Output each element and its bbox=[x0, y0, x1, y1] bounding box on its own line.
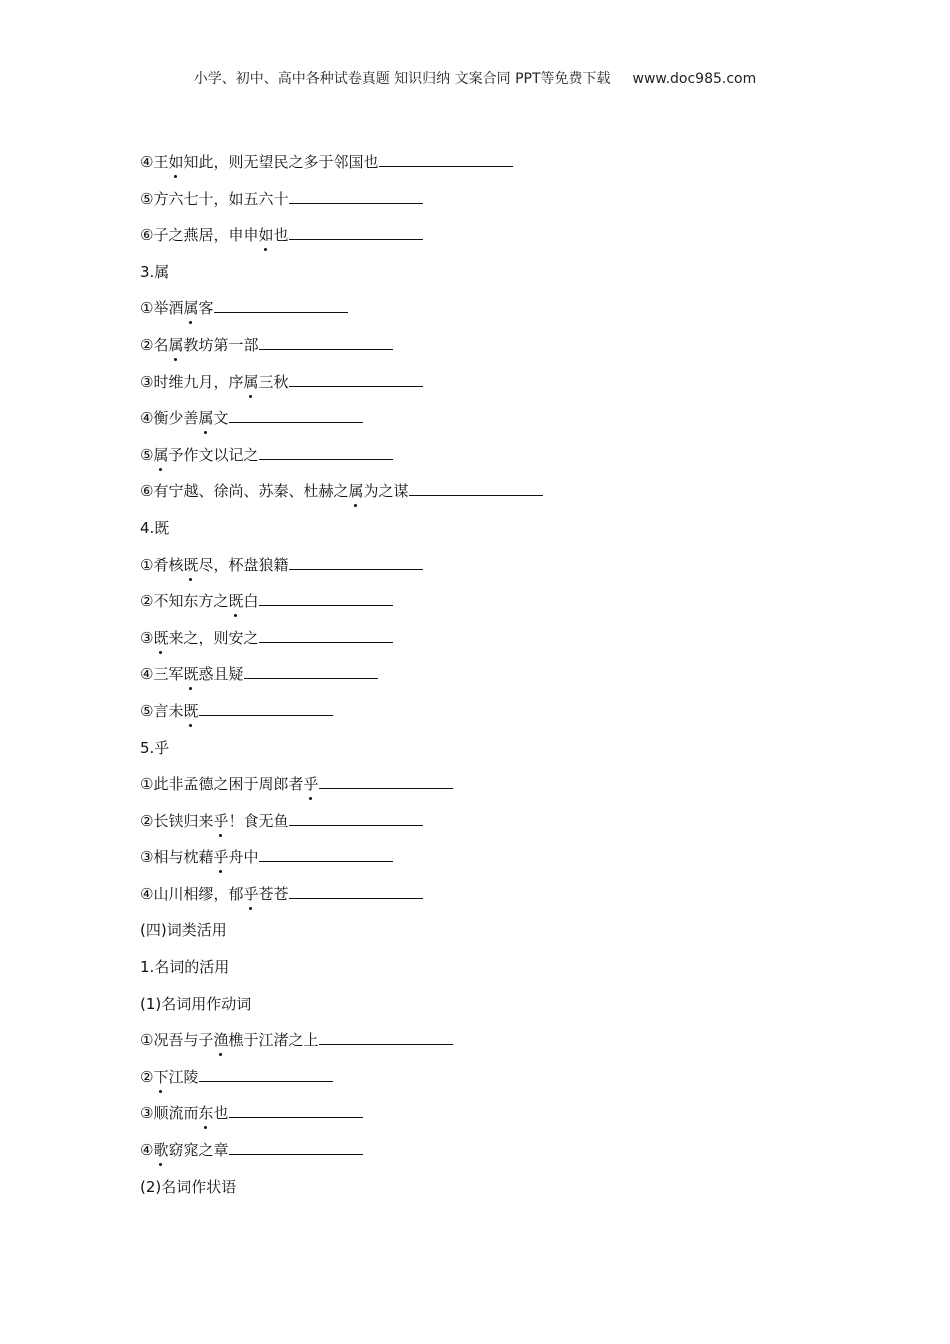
answer-blank[interactable] bbox=[259, 626, 393, 643]
dotted-char: 属 bbox=[198, 406, 213, 430]
header-text: 小学、初中、高中各种试卷真题 知识归纳 文案合同 PPT等免费下载 bbox=[193, 71, 611, 87]
answer-blank[interactable] bbox=[259, 333, 393, 350]
dotted-char: 乎 bbox=[213, 809, 228, 833]
exercise-line: ③既来之，则安之 bbox=[140, 626, 840, 663]
exercise-line: ③相与枕藉乎舟中 bbox=[140, 845, 840, 882]
section-heading: 1.名词的活用 bbox=[140, 958, 230, 977]
answer-blank[interactable] bbox=[289, 223, 423, 240]
answer-blank[interactable] bbox=[289, 553, 423, 570]
answer-blank[interactable] bbox=[229, 1101, 363, 1118]
dotted-char: 既 bbox=[183, 553, 198, 577]
exercise-line: ②长铗归来乎！食无鱼 bbox=[140, 809, 840, 846]
dotted-char: 既 bbox=[228, 589, 243, 613]
answer-blank[interactable] bbox=[289, 370, 423, 387]
exercise-line: ⑤方六七十，如五六十 bbox=[140, 187, 840, 224]
section-heading: (四)词类活用 bbox=[140, 921, 227, 940]
page-header bbox=[0, 68, 950, 88]
answer-blank[interactable] bbox=[199, 699, 333, 716]
exercise-line: ④三军既惑且疑 bbox=[140, 662, 840, 699]
dotted-char: 属 bbox=[243, 370, 258, 394]
dotted-char: 乎 bbox=[303, 772, 318, 796]
dotted-char: 既 bbox=[183, 662, 198, 686]
answer-blank[interactable] bbox=[319, 772, 453, 789]
dotted-char: 东 bbox=[198, 1101, 213, 1125]
answer-blank[interactable] bbox=[244, 662, 378, 679]
exercise-line: ⑥有宁越、徐尚、苏秦、杜赫之属为之谋 bbox=[140, 479, 840, 516]
dotted-char: 属 bbox=[168, 333, 183, 357]
exercise-line: ④衡少善属文 bbox=[140, 406, 840, 443]
answer-blank[interactable] bbox=[199, 1065, 333, 1082]
answer-blank[interactable] bbox=[259, 589, 393, 606]
exercise-line: ①举酒属客 bbox=[140, 296, 840, 333]
dotted-char: 渔 bbox=[213, 1028, 228, 1052]
section-heading: 4.既 bbox=[140, 518, 170, 537]
answer-blank[interactable] bbox=[259, 845, 393, 862]
dotted-char: 属 bbox=[183, 296, 198, 320]
exercise-line: ④歌窈窕之章 bbox=[140, 1138, 840, 1175]
answer-blank[interactable] bbox=[379, 150, 513, 167]
exercise-line: ③顺流而东也 bbox=[140, 1101, 840, 1138]
answer-blank[interactable] bbox=[229, 406, 363, 423]
exercise-line: ⑤属予作文以记之 bbox=[140, 443, 840, 480]
section-heading: (2)名词作状语 bbox=[140, 1177, 237, 1196]
exercise-line: ②下江陵 bbox=[140, 1065, 840, 1102]
dotted-char: 既 bbox=[153, 626, 168, 650]
dotted-char: 乎 bbox=[243, 882, 258, 906]
document-body bbox=[140, 150, 840, 1211]
section-heading: (1)名词用作动词 bbox=[140, 994, 252, 1013]
exercise-line: ②名属教坊第一部 bbox=[140, 333, 840, 370]
exercise-line: ⑤言未既 bbox=[140, 699, 840, 736]
dotted-char: 歌 bbox=[153, 1138, 168, 1162]
exercise-line: ⑥子之燕居，申申如也 bbox=[140, 223, 840, 260]
answer-blank[interactable] bbox=[409, 479, 543, 496]
dotted-char: 如 bbox=[258, 223, 273, 247]
exercise-line: ②不知东方之既白 bbox=[140, 589, 840, 626]
answer-blank[interactable] bbox=[289, 809, 423, 826]
exercise-line: ④王如知此，则无望民之多于邻国也 bbox=[140, 150, 840, 187]
section-heading: 3.属 bbox=[140, 262, 170, 281]
answer-blank[interactable] bbox=[259, 443, 393, 460]
answer-blank[interactable] bbox=[319, 1028, 453, 1045]
exercise-line: ①此非孟德之困于周郎者乎 bbox=[140, 772, 840, 809]
section-heading: 5.乎 bbox=[140, 738, 170, 757]
dotted-char: 属 bbox=[348, 479, 363, 503]
answer-blank[interactable] bbox=[289, 882, 423, 899]
exercise-line: ③时维九月，序属三秋 bbox=[140, 370, 840, 407]
answer-blank[interactable] bbox=[229, 1138, 363, 1155]
exercise-line: ①况吾与子渔樵于江渚之上 bbox=[140, 1028, 840, 1065]
answer-blank[interactable] bbox=[214, 296, 348, 313]
answer-blank[interactable] bbox=[289, 187, 423, 204]
exercise-line: ①肴核既尽，杯盘狼籍 bbox=[140, 553, 840, 590]
dotted-char: 如 bbox=[168, 150, 183, 174]
dotted-char: 属 bbox=[153, 443, 168, 467]
dotted-char: 乎 bbox=[213, 845, 228, 869]
dotted-char: 下 bbox=[153, 1065, 168, 1089]
dotted-char: 既 bbox=[183, 699, 198, 723]
exercise-line: ④山川相缪，郁乎苍苍 bbox=[140, 882, 840, 919]
header-url: www.doc985.com bbox=[632, 71, 757, 87]
